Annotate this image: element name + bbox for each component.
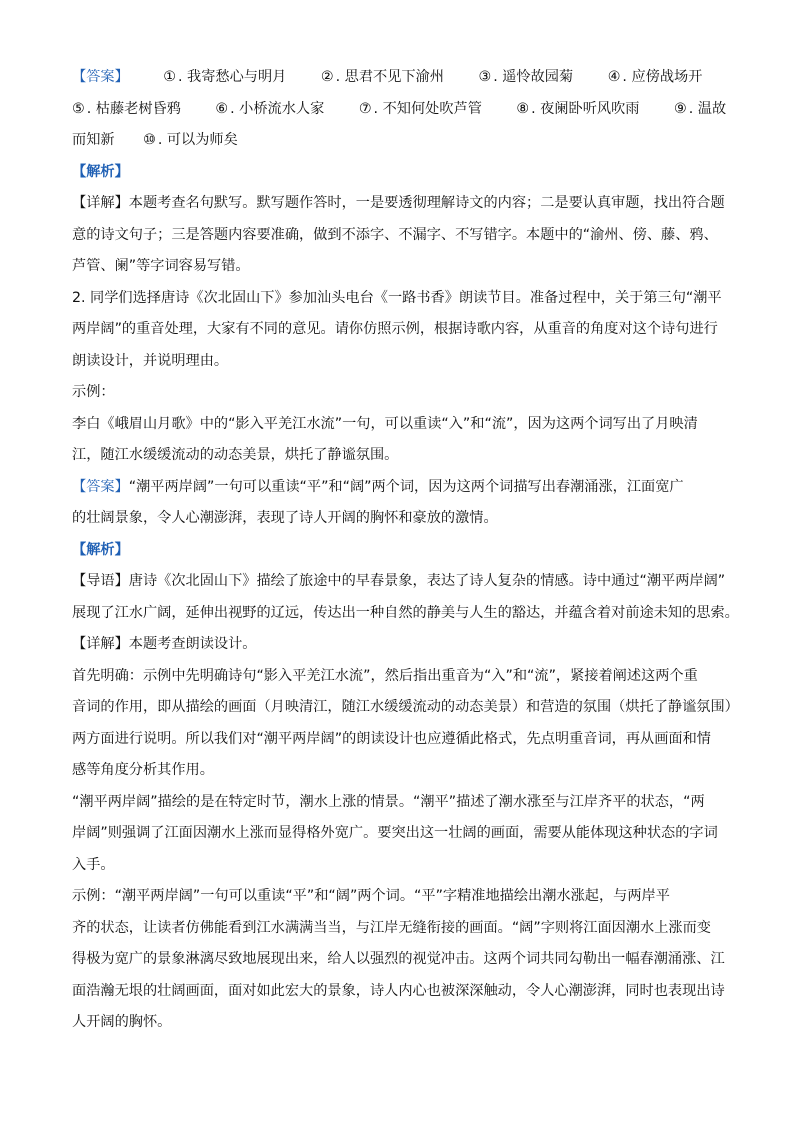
item-number: ⑥ [215,100,229,117]
para-line: 面浩瀚无垠的壮阔画面，面对如此宏大的景象，诗人内心也被深深触动，令人心潮澎湃，同时也表现出诗 [72,982,725,999]
q1-detail-line [72,188,725,220]
item-number: ⑩ [143,132,156,148]
analysis-tag: 【解析】 [72,541,129,558]
q1-detail-line: 芦管、阑”等字词容易写错。 [72,258,250,274]
answer-item: . 可以为师矣 [157,132,238,148]
example-label: 示例： [72,384,115,400]
para-line: “潮平两岸阔”描绘的是在特定时节，潮水上涨的情景。“潮平”描述了潮水涨至与江岸齐平的状态，“两 [72,793,705,810]
q1-analysis-heading [72,157,722,189]
item-number: ③ [478,69,492,85]
para-line: 岸阔”则强调了江面因潮水上涨而显得格外宽广。要突出这一壮阔的画面，需要从能体现这种状态的字词 [72,825,718,841]
q2-answer-line: 的壮阔景象，令人心潮澎湃，表现了诗人开阔的胸怀和豪放的激情。 [72,510,498,526]
para-line: 人开阔的胸怀。 [72,1014,172,1030]
text-line: “潮平两岸阔”一句可以重读“平”和“阔”两个词，因为这两个词描写出春潮涌涨，江面宽广 [128,478,684,495]
text-line: 本题考查名句默写。默写题作答时，一是要透彻理解诗文的内容；二是要认真审题，找出符合题 [128,195,725,211]
item-number: ② [320,69,334,85]
item-number: ⑧ [516,100,530,117]
answer-item: . 小桥流水人家 [230,100,325,117]
answer-item: . 温故 [688,100,727,117]
q1-detail-line: 意的诗文句子；三是答题内容要准确，做到不添字、不漏字、不写错字。本题中的“渝州、傍、藤、鸦、 [72,226,718,243]
answer-item: . 思君不见下渝州 [335,69,444,85]
item-number: ⑦ [358,100,372,117]
q2-question-line: 2. 同学们选择唐诗《次北固山下》参加汕头电台《一路书香》朗读节目。准备过程中，关于第三句“潮平 [72,289,722,306]
answer-item: . 枯藤老树昏鸦 [86,100,181,117]
q1-answer-row-1 [72,62,722,94]
para-line: 示例：“潮平两岸阔”一句可以重读“平”和“阔”两个词。“平”字精准地描绘出潮水涨起，与两岸平 [72,888,670,904]
item-number: ① [163,69,177,85]
q2-analysis-heading [72,535,722,567]
item-number: ④ [607,69,621,85]
para-line: 感等角度分析其作用。 [72,762,214,778]
answer-item-cont: 而知新 [72,132,115,148]
detail-tag: 【详解】 [72,636,129,652]
answer-tag: 【答案】 [72,69,129,85]
answer-item: . 应傍战场开 [622,69,703,85]
example-line: 李白《峨眉山月歌》中的“影入平羌江水流”一句，可以重读“入”和“流”，因为这两个词写出了月映清 [72,415,698,432]
q1-answer-row-2 [72,94,727,126]
text-line: 唐诗《次北固山下》描绘了旅途中的早春景象，表达了诗人复杂的情感。诗中通过“潮平两岸阔” [128,573,726,589]
guide-tag: 【导语】 [72,573,129,589]
answer-item: . 不知何处吹芦管 [373,100,482,117]
answer-item: . 我寄愁心与明月 [178,69,287,85]
item-number: ⑤ [72,100,85,117]
detail-tag: 【详解】 [72,195,129,211]
q2-question-line: 朗读设计，并说明理由。 [72,352,229,369]
q2-answer-line [72,472,722,504]
para-line: 得极为宽广的景象淋漓尽致地展现出来，给人以强烈的视觉冲击。这两个词共同勾勒出一幅春潮涌涨、江 [72,951,725,967]
q2-guide-line: 展现了江水广阔，延伸出视野的辽远，传达出一种自然的静美与人生的豁达，并蕴含着对前途未知的思索。 [72,604,739,621]
para-line: 入手。 [72,856,115,873]
answer-item: . 夜阑卧听风吹雨 [531,100,640,117]
q2-detail-line [72,629,722,661]
answer-item: . 遥怜故园菊 [493,69,574,85]
item-number: ⑨ [674,100,687,117]
q1-answer-row-3 [72,125,722,157]
para-line: 两方面进行说明。所以我们对“潮平两岸阔”的朗读设计也应遵循此格式，先点明重音词，再从画面和情 [72,730,711,747]
answer-tag: 【答案】 [72,478,129,495]
para-line: 齐的状态，让读者仿佛能看到江水满满当当，与江岸无缝衔接的画面。“阔”字则将江面因潮水上涨而变 [72,919,711,936]
text-line: 本题考查朗读设计。 [128,636,257,652]
example-line: 江，随江水缓缓流动的动态美景，烘托了静谧氛围。 [72,447,399,463]
q2-guide-line [72,566,726,598]
para-line: 音词的作用，即从描绘的画面（月映清江，随江水缓缓流动的动态美景）和营造的氛围（烘托了静谧氛围） [72,699,739,715]
q2-question-line: 两岸阔”的重音处理，大家有不同的意见。请你仿照示例，根据诗歌内容，从重音的角度对这个诗句进行 [72,321,718,337]
analysis-tag: 【解析】 [72,163,129,180]
para-line: 首先明确：示例中先明确诗句“影入平羌江水流”，然后指出重音为“入”和“流”，紧接着阐述这两个重 [72,667,698,684]
